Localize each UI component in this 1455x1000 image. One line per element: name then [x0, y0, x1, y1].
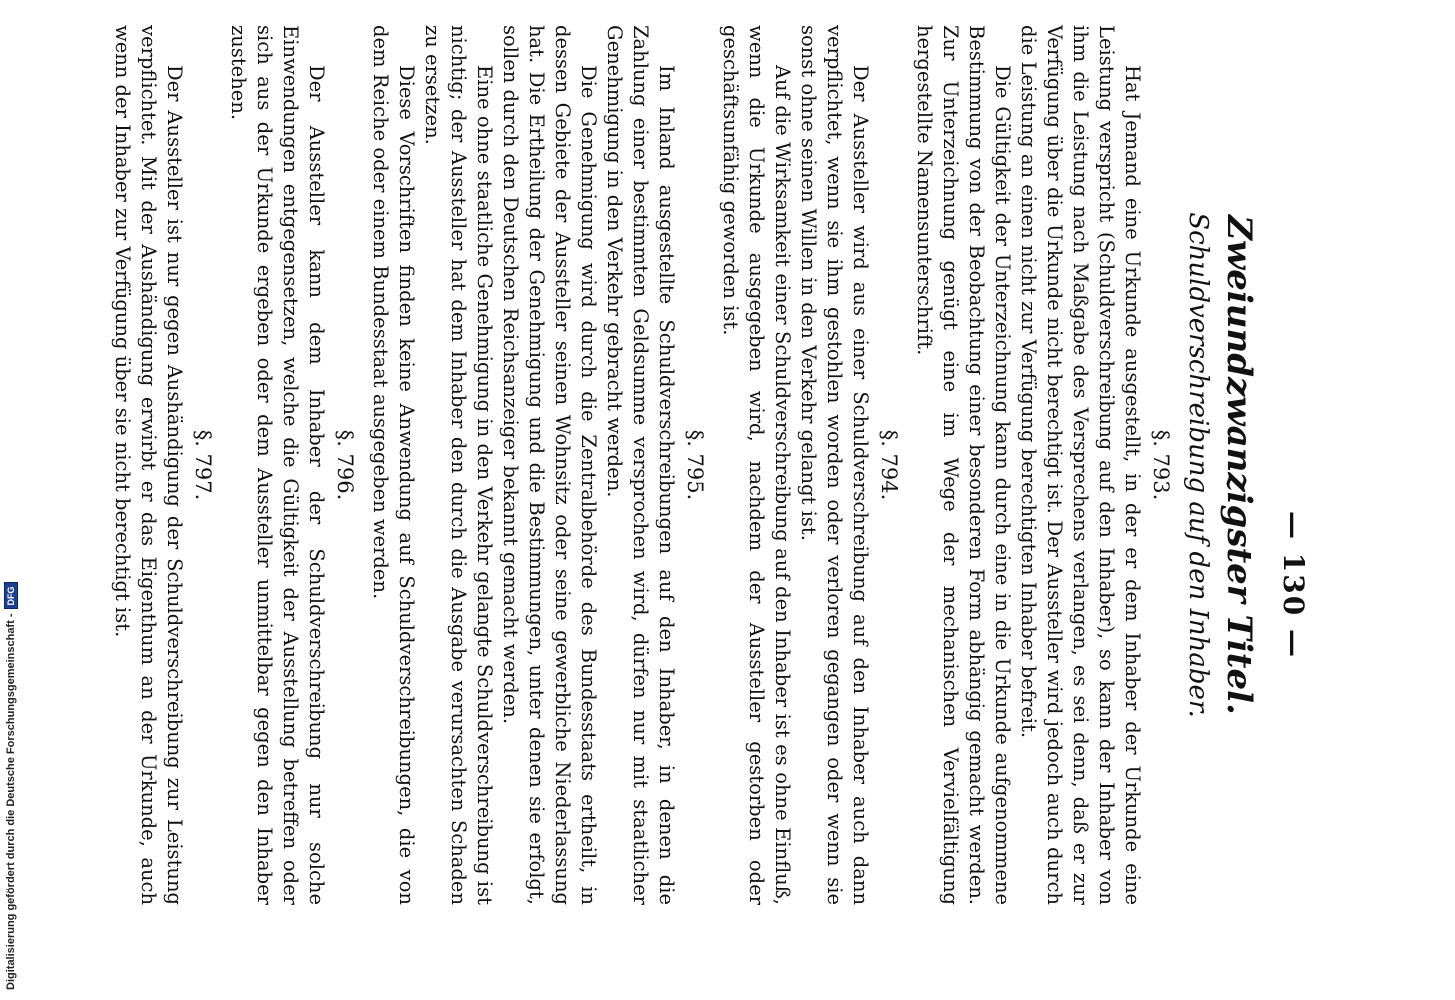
- section-paragraph: Eine ohne staatliche Genehmigung in den Verkehr gelangte Schuldverschreibung ist nichtig; der Aussteller hat dem Inhaber den durch die Ausgabe verursachten Schaden zu ersetzen.: [421, 25, 496, 905]
- section-796: [225, 25, 357, 905]
- section-paragraph: Hat Jemand eine Urkunde ausgestellt, in der er dem Inhaber der Urkunde eine Leistung verspricht (Schuldverschreibung auf den Inhaber), so kann der Inhaber von ihm die Leistung nach Maßgabe des Versprechens verlangen, es sei denn, daß er zur Verfügung über die Urkunde nicht berechtigt ist. Der Aussteller wird jedoch auch durch die Leistung an einen nicht zur Verfügung berechtigten Inhaber befreit.: [1017, 25, 1144, 905]
- section-paragraph: Diese Vorschriften finden keine Anwendung auf Schuldverschreibungen, die von dem Reiche oder einem Bundesstaat ausgegeben werden.: [369, 25, 418, 905]
- section-paragraph: Auf die Wirksamkeit einer Schuldverschreibung auf den Inhaber ist es ohne Einfluß, wenn die Urkunde ausgegeben wird, nachdem der Aussteller gestorben oder geschäftsunfähig geworden ist.: [719, 25, 794, 905]
- section-paragraph: Der Aussteller kann dem Inhaber der Schuldverschreibung nur solche Einwendungen entgegensetzen, welche die Gültigkeit der Ausstellung betreffen oder sich aus der Urkunde ergeben oder dem Aussteller unmittelbar gegen den Inhaber zustehen.: [227, 25, 328, 905]
- section-heading: §. 794.: [877, 429, 901, 501]
- section-paragraph: Die Genehmigung wird durch die Zentralbehörde des Bundesstaats ertheilt, in dessen Gebiete der Aussteller seinen Wohnsitz oder seine gewerbliche Niederlassung hat. Die Ertheilung der Genehmigung und die Bestimmungen, unter denen sie erfolgt, sollen durch den Deutschen Reichsanzeiger bekannt gemacht werden.: [499, 25, 600, 905]
- section-heading: §. 796.: [333, 429, 357, 501]
- dfg-logo-icon: DFG: [4, 582, 18, 609]
- document-page: [111, 25, 1310, 905]
- section-793: [911, 25, 1173, 905]
- section-794: [717, 25, 901, 905]
- funding-notice-text: Digitalisierung gefördert durch die Deutsche Forschungsgemeinschaft -: [5, 613, 17, 990]
- section-paragraph: Der Aussteller ist nur gegen Aushändigung der Schuldverschreibung zur Leistung verpflichtet. Mit der Aushändigung erwirbt er das Eigenthum an der Urkunde, auch wenn der Inhaber zur Verfügung über sie nicht berechtigt ist.: [111, 25, 186, 905]
- section-paragraph: Die Gültigkeit der Unterzeichnung kann durch eine in die Urkunde aufgenommene Bestimmung von der Beobachtung einer besonderen Form abhängig gemacht werden. Zur Unterzeichnung genügt eine im Wege der mechanischen Vervielfältigung hergestellte Namensunterschrift.: [913, 25, 1014, 905]
- section-heading: §. 795.: [683, 429, 707, 501]
- section-heading: §. 793.: [1149, 429, 1173, 501]
- section-paragraph: Der Aussteller wird aus einer Schuldverschreibung auf den Inhaber auch dann verpflichtet, wenn sie ihm gestohlen worden oder verloren gegangen oder wenn sie sonst ohne seinen Willen in den Verkehr gelangt ist.: [797, 25, 872, 905]
- section-795: [367, 25, 707, 905]
- section-heading: §. 797.: [191, 429, 215, 501]
- footer-strip: [2, 0, 20, 1000]
- funding-notice: [4, 30, 18, 990]
- page-subtitle: Schuldverschreibung auf den Inhaber.: [1183, 212, 1213, 718]
- page-title: Zweiundzwanzigster Titel.: [1219, 215, 1259, 715]
- section-797: [109, 25, 215, 905]
- page-number: — 130 —: [1277, 511, 1310, 659]
- section-paragraph: Im Inland ausgestellte Schuldverschreibungen auf den Inhaber, in denen die Zahlung einer bestimmten Geldsumme versprochen wird, dürfen nur mit staatlicher Genehmigung in den Verkehr gebracht werden.: [603, 25, 678, 905]
